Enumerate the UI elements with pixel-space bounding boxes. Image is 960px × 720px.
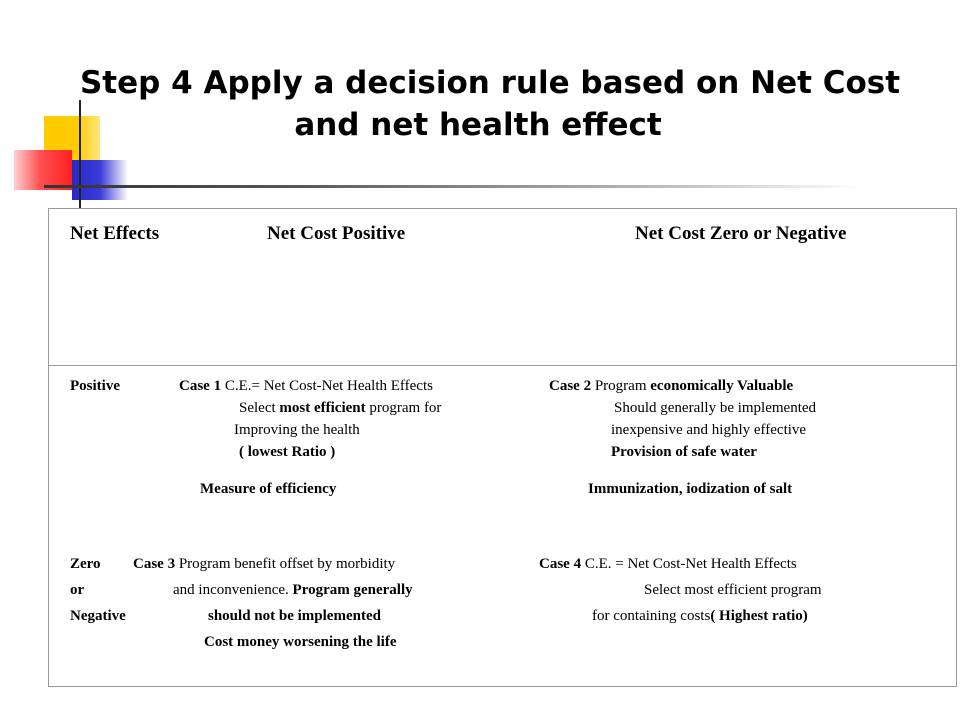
case2-line4: Provision of safe water	[611, 444, 757, 460]
title-line-1: Step 4 Apply a decision rule based on Net Cost	[79, 65, 901, 101]
case2-line3: inexpensive and highly effective	[611, 422, 807, 438]
row-label-negative: Negative	[70, 608, 126, 624]
case1-line4: ( lowest Ratio )	[239, 444, 336, 460]
table-row-divider	[49, 365, 956, 366]
case1-line3: Improving the health	[234, 422, 360, 438]
case4-line2: Select most efficient program	[644, 582, 822, 598]
case2-line5: Immunization, iodization of salt	[588, 481, 793, 497]
case2-line2: Should generally be implemented	[614, 400, 817, 416]
header-net-cost-positive: Net Cost Positive	[267, 223, 406, 244]
case1-line5: Measure of efficiency	[200, 481, 337, 497]
decision-rule-table	[48, 208, 957, 687]
case3-line4: Cost money worsening the life	[204, 634, 397, 650]
case4-line3: for containing costs( Highest ratio)	[592, 608, 808, 624]
header-net-cost-zero-negative: Net Cost Zero or Negative	[635, 223, 847, 244]
row-label-positive: Positive	[70, 378, 120, 394]
case2-line1: Case 2 Program economically Valuable	[549, 378, 794, 394]
case3-line2: and inconvenience. Program generally	[173, 582, 413, 598]
decor-horizontal-line	[44, 185, 864, 188]
case3-line3: should not be implemented	[208, 608, 381, 624]
case1-line1: Case 1 C.E.= Net Cost-Net Health Effects	[179, 378, 433, 394]
case3-line1: Case 3 Program benefit offset by morbidity	[133, 556, 396, 572]
row-label-or: or	[70, 582, 85, 598]
row-label-zero: Zero	[70, 556, 101, 572]
title-line-2: and net health effect	[294, 107, 662, 143]
slide-title	[0, 62, 960, 146]
case1-line2: Select most efficient program for	[239, 400, 442, 416]
case4-line1: Case 4 C.E. = Net Cost-Net Health Effects	[539, 556, 797, 572]
header-net-effects: Net Effects	[70, 223, 160, 244]
decor-red-square	[14, 150, 72, 190]
